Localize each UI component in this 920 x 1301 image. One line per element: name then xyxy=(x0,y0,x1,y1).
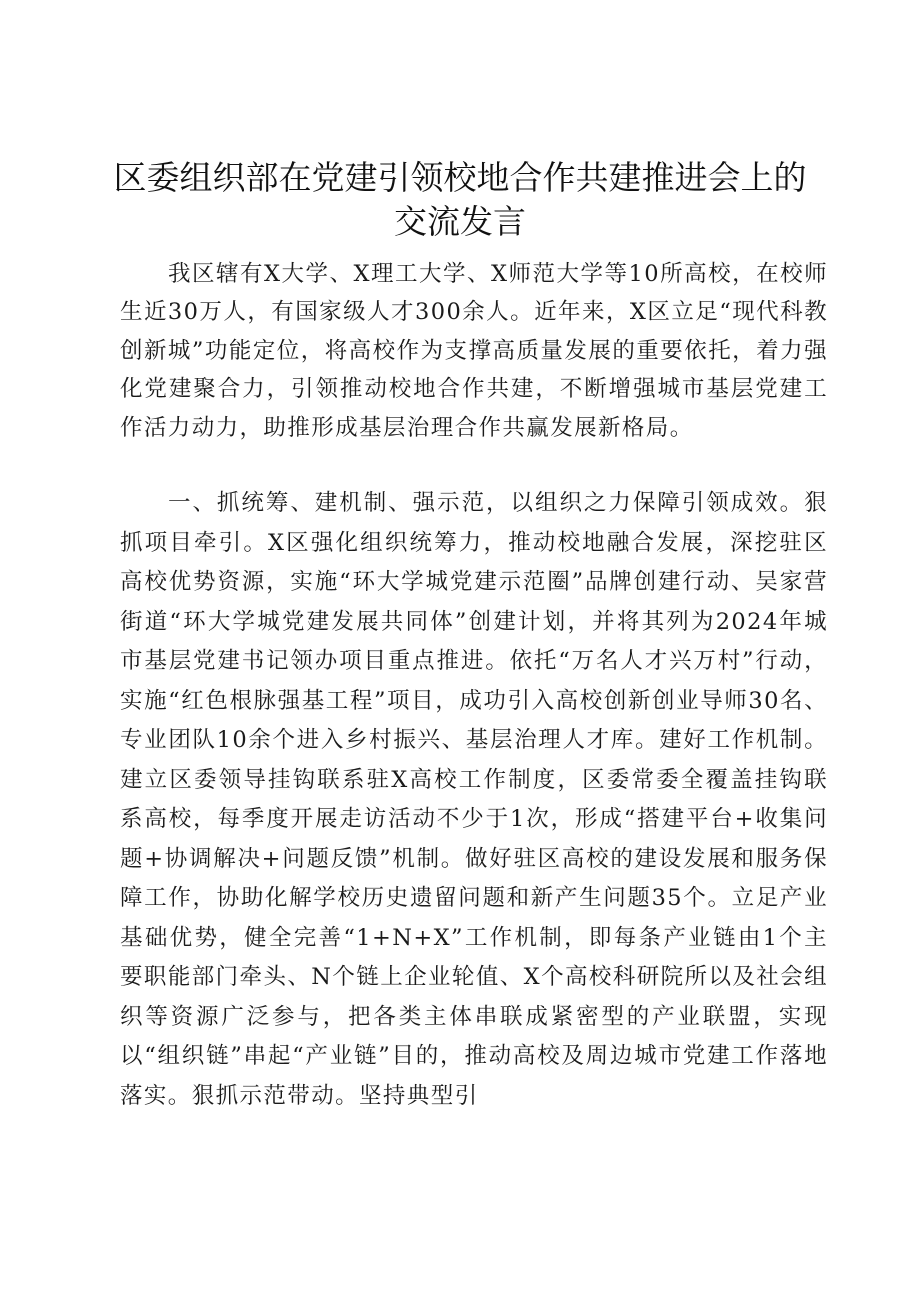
paragraph-section-1: 一、抓统筹、建机制、强示范，以组织之力保障引领成效。狠抓项目牵引。X区强化组织统筹力，推动校地融合发展，深挖驻区高校优势资源，实施“环大学城党建示范圈”品牌创建行动、吴家营街道“环大学城党建发展共同体”创建计划，并将其列为2024年城市基层党建书记领办项目重点推进。依托“万名人才兴万村”行动，实施“红色根脉强基工程”项目，成功引入高校创新创业导师30名、专业团队10余个进入乡村振兴、基层治理人才库。建好工作机制。建立区委领导挂钩联系驻X高校工作制度，区委常委全覆盖挂钩联系高校，每季度开展走访活动不少于1次，形成“搭建平台+收集问题+协调解决+问题反馈”机制。做好驻区高校的建设发展和服务保障工作，协助化解学校历史遗留问题和新产生问题35个。立足产业基础优势，健全完善“1+N+X”工作机制，即每条产业链由1个主要职能部门牵头、N个链上企业轮值、X个高校科研院所以及社会组织等资源广泛参与，把各类主体串联成紧密型的产业联盟，实现以“组织链”串起“产业链”目的，推动高校及周边城市党建工作落地落实。狠抓示范带动。坚持典型引 xyxy=(120,490,828,1109)
document-title xyxy=(0,156,920,244)
title-line-1: 区委组织部在党建引领校地合作共建推进会上的 xyxy=(113,158,807,197)
title-line-2: 交流发言 xyxy=(394,202,526,241)
paragraph-intro: 我区辖有X大学、X理工大学、X师范大学等10所高校，在校师生近30万人，有国家级人才300余人。近年来，X区立足“现代科教创新城”功能定位，将高校作为支撑高质量发展的重要依托，着力强化党建聚合力，引领推动校地合作共建，不断增强城市基层党建工作活力动力，助推形成基层治理合作共赢发展新格局。 xyxy=(120,261,828,441)
